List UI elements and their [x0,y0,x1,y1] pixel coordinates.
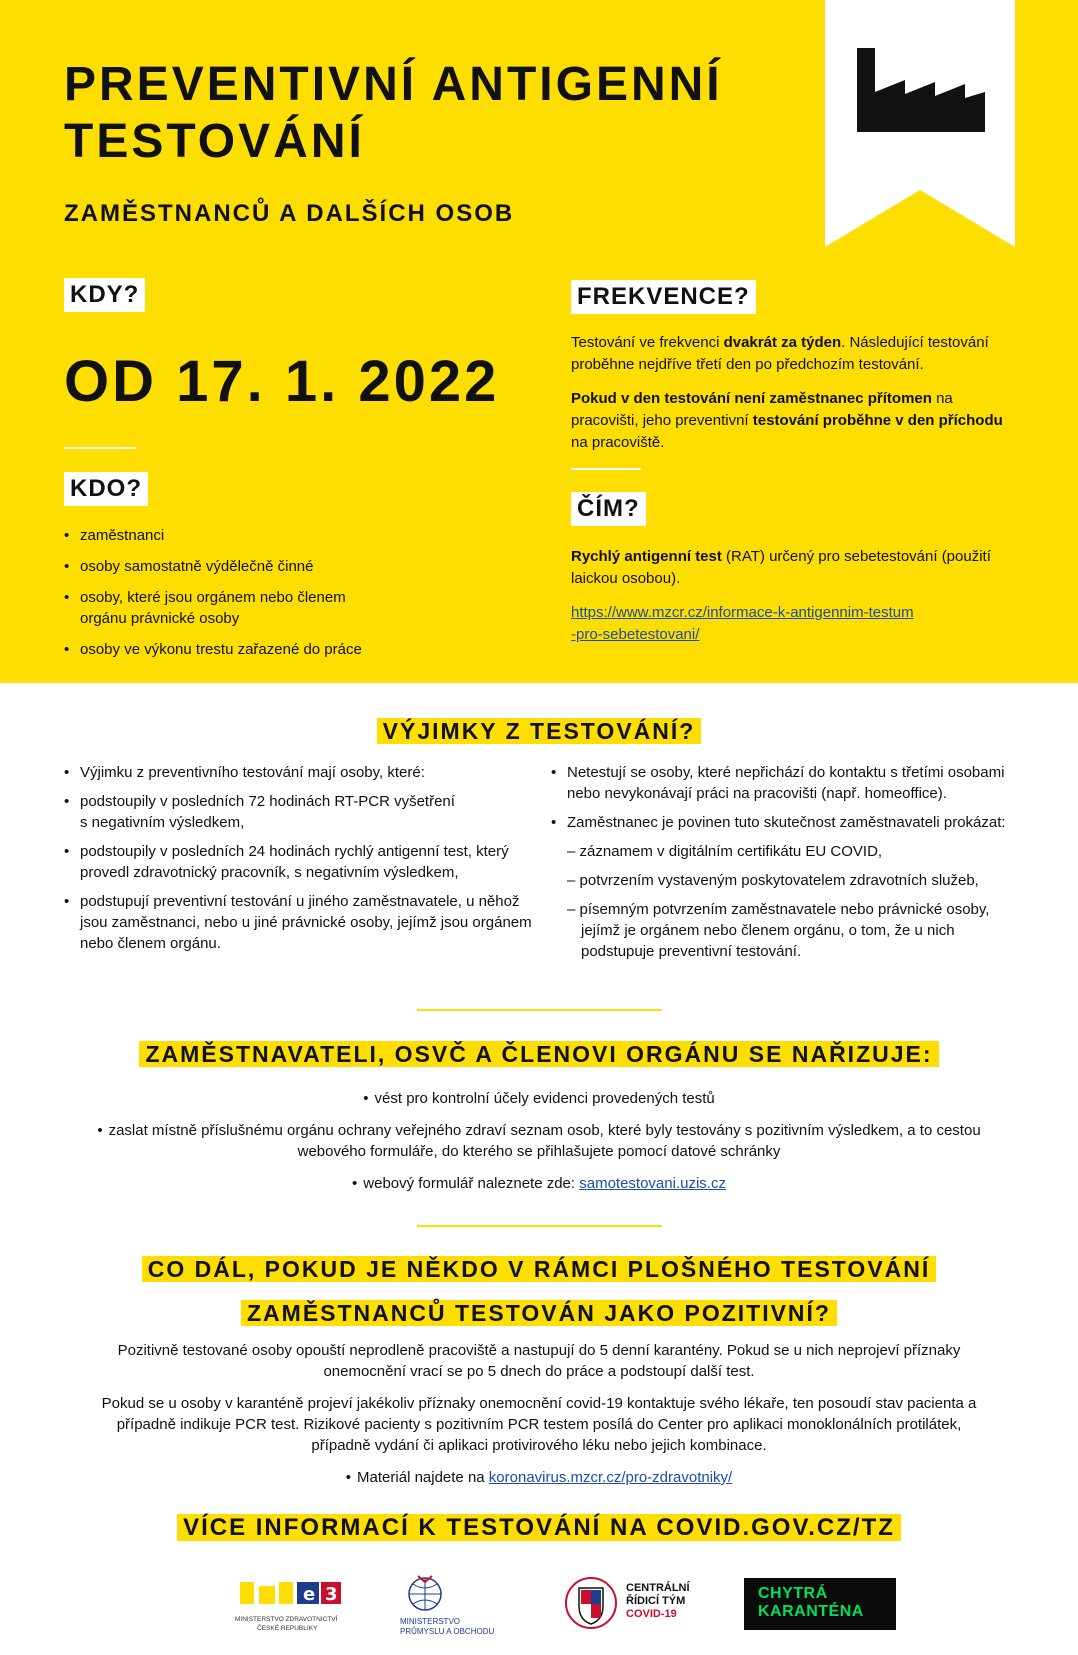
who-list [64,525,444,670]
start-date: OD 17. 1. 2022 [64,349,500,414]
list-item: • osoby ve výkonu trestu zařazené do práce [64,639,444,660]
logo-ck-text: KARANTÉNA [758,1603,864,1620]
list-item: • zaměstnanci [64,525,444,546]
logo-crt-text: ŘÍDICÍ TÝM [626,1595,686,1607]
frequency-bold: testování proběhne v den příchodu [752,412,1003,429]
list-item: • zaslat místně příslušnému orgánu ochrany veřejného zdraví seznam osob, které byly testovány s pozitivním výsledkem, a to cestou webového formuláře, do kterého se přihlašujete pomocí datové schránky [97,1122,981,1160]
logo-mz-text: MINISTERSTVO ZDRAVOTNICTVÍ [235,1616,338,1623]
positive-paragraph: Pozitivně testované osoby opouští neprodleně pracoviště a nastupují do 5 denní karantény. Pokud se u nich neprojeví příznaky onemocnění vrací se po 5 dnech do práce a podstoupí další test. [117,1342,961,1380]
positive-paragraph: Pokud se u osoby v karanténě projeví jakékoliv příznaky onemocnění covid-19 kontaktuje svého lékaře, ten posoudí stav pacienta a případně indikuje PCR test. Rizikové pacienty s pozitivním PCR testem posílá do Center pro aplikaci monoklonálních protilátek, případně vydání či aplikaci protivirového léku nebo jejich kombinace. [101,1395,977,1454]
list-item-text: webový formulář naleznete zde: [363,1175,580,1192]
logo-central-team [564,1574,714,1634]
svg-text:3: 3 [325,1584,338,1605]
logo-ministry-industry [400,1572,530,1637]
method-bold: Rychlý antigenní test [571,548,722,565]
logo-ck-text: CHYTRÁ [758,1585,828,1602]
exceptions-title: VÝJIMKY Z TESTOVÁNÍ? [377,718,702,744]
link-line: -pro-sebetestovani/ [571,626,700,643]
exceptions-right [551,762,1021,970]
logos-footer [0,1566,1078,1646]
list-item: • podstoupily v posledních 24 hodinách rychlý antigenní test, který provedl zdravotnický pracovník, s negativním výsledkem, [64,841,524,883]
list-item: • vést pro kontrolní účely evidenci provedených testů [363,1090,715,1107]
more-info-title[interactable]: VÍCE INFORMACÍ K TESTOVÁNÍ NA COVID.GOV.CZ/TZ [177,1514,901,1541]
positive-title-line2: ZAMĚSTNANCŮ TESTOVÁN JAKO POZITIVNÍ? [241,1300,837,1326]
ministry-health-logo-icon [235,1578,345,1608]
list-item: • webový formulář naleznete zde: samotestovani.uzis.cz [352,1175,726,1192]
proof-item: – písemným potvrzením zaměstnavatele nebo právnické osoby, jejímž je orgánem nebo členem orgánu, o tom, že u nich podstupuje preventivní testování. [567,901,990,960]
coat-of-arms-icon [564,1574,618,1632]
list-item: • podstupují preventivní testování u jiného zaměstnavatele, u něhož jsou zaměstnanci, nebo u jiné právnické osoby, jejímž jsou orgánem nebo členem orgánu. [64,891,534,954]
when-label: KDY? [64,278,145,312]
ministry-industry-globe-icon [400,1572,450,1612]
positive-title-line1: CO DÁL, POKUD JE NĚKDO V RÁMCI PLOŠNÉHO TESTOVÁNÍ [142,1256,937,1282]
page-title-line1: PREVENTIVNÍ ANTIGENNÍ [64,58,723,111]
list-item: • podstoupily v posledních 72 hodinách RT-PCR vyšetření s negativním výsledkem, [64,791,464,833]
exceptions-left-list [64,762,534,962]
proof-item: – potvrzením vystaveným poskytovatelem zdravotních služeb, [567,872,979,889]
who-label: KDO? [64,472,148,506]
list-item: • Netestují se osoby, které nepřichází do kontaktu s třetími osobami nebo nevykonávají práci na pracovišti (např. homeoffice). [551,762,1011,804]
employer-title-wrap [0,1038,1078,1070]
frequency-label: FREKVENCE? [571,280,756,314]
exceptions-right-list [551,762,1021,833]
proof-item: – záznamem v digitálním certifikátu EU COVID, [567,843,883,860]
top-yellow-section [0,0,1078,683]
frequency-text [571,332,1011,454]
divider [417,1225,662,1227]
employer-list [60,1088,1018,1205]
positive-title-wrap [0,1247,1078,1335]
logo-smart-quarantine [744,1578,896,1630]
logo-mpo-text: PRŮMYSLU A OBCHODU [400,1627,495,1636]
positive-text [100,1340,978,1499]
uzis-form-link[interactable]: samotestovani.uzis.cz [579,1175,726,1192]
exceptions-title-wrap [0,715,1078,747]
mzcr-antigen-link[interactable] [571,604,914,643]
logo-ministry-health [235,1578,365,1633]
list-item: • Materiál najdete na koronavirus.mzcr.cz/pro-zdravotniky/ [345,1469,733,1486]
logo-crt-text: CENTRÁLNÍ [626,1582,690,1594]
employer-title: ZAMĚSTNAVATELI, OSVČ A ČLENOVI ORGÁNU SE NAŘIZUJE: [139,1041,938,1067]
frequency-text-part: Testování ve frekvenci [571,334,724,351]
koronavirus-link[interactable]: koronavirus.mzcr.cz/pro-zdravotniky/ [488,1469,733,1486]
page-title-line2: TESTOVÁNÍ [64,115,365,168]
list-item: • Zaměstnanec je povinen tuto skutečnost zaměstnavateli prokázat: [551,812,1021,833]
logo-mz-text: ČESKÉ REPUBLIKY [257,1625,318,1632]
frequency-text-part: . Následující testování proběhne nejdříve třetí den po předchozím testování. [571,334,989,373]
method-text-part: (RAT) určený pro sebetestování (použití laickou osobou). [571,548,991,587]
list-item: • Výjimku z preventivního testování mají osoby, které: [64,762,534,783]
page-title [64,56,723,170]
divider [417,1009,662,1011]
divider [64,447,136,449]
list-item: • osoby samostatně výdělečně činné [64,556,444,577]
page-subtitle: ZAMĚSTNANCŮ A DALŠÍCH OSOB [64,200,515,227]
factory-ribbon-icon [825,0,1015,247]
list-item: • osoby, které jsou orgánem nebo členem orgánu právnické osoby [64,587,354,629]
frequency-text-part: na pracoviště. [571,434,665,451]
more-info-wrap [0,1512,1078,1544]
list-item-text: vést pro kontrolní účely evidenci provedených testů [374,1090,715,1107]
list-item-text: Materiál najdete na [357,1469,489,1486]
logo-mpo-text: MINISTERSTVO [400,1617,461,1626]
list-item-text: zaslat místně příslušnému orgánu ochrany veřejného zdraví seznam osob, které byly testovány s pozitivním výsledkem, a to cestou webového formuláře, do kterého se přihlašujete pomocí datové schránky [108,1122,981,1160]
frequency-text-part: na pracovišti, jeho preventivní [571,390,953,429]
logo-crt-text: COVID-19 [626,1608,677,1620]
link-line: https://www.mzcr.cz/informace-k-antigennim-testum [571,604,914,621]
divider [571,468,641,470]
frequency-bold: dvakrát za týden [723,334,842,351]
method-text [571,546,1011,646]
frequency-bold: Pokud v den testování není zaměstnanec přítomen [571,390,932,407]
method-label: ČÍM? [571,492,646,526]
svg-text:e: e [303,1584,316,1605]
